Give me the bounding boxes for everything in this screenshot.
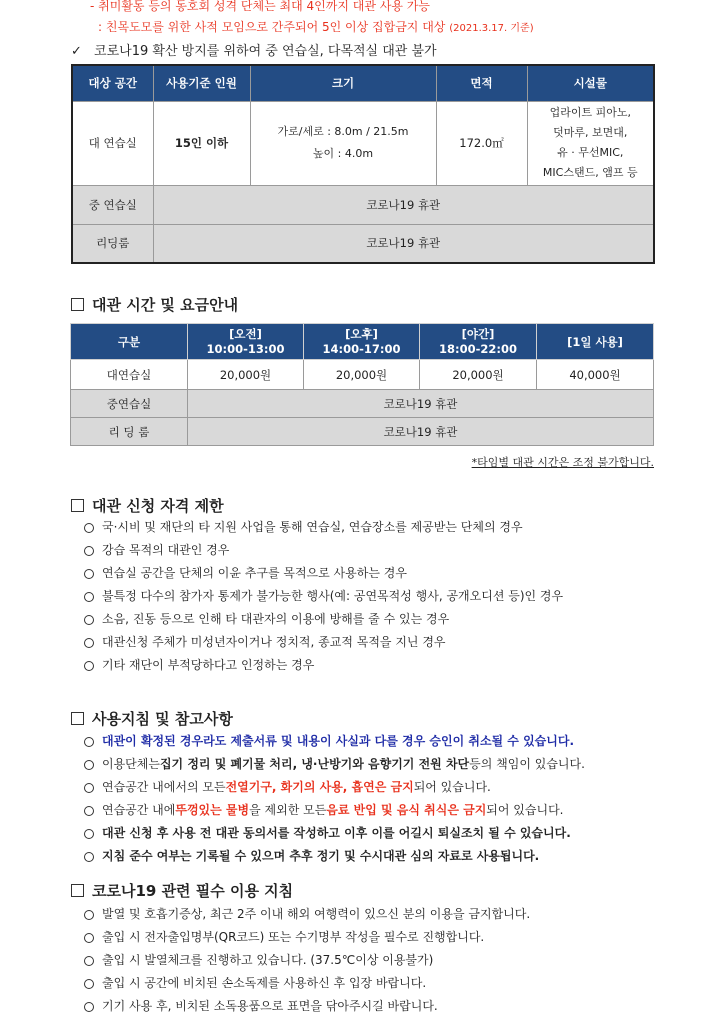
list-item-text: 대관신청 주체가 미성년자이거나 정치적, 종교적 목적을 지닌 경우 <box>102 635 446 649</box>
intro-check-line <box>71 40 437 59</box>
fee-header-night-top: [야간] <box>461 326 495 341</box>
space-main-facility <box>527 101 654 185</box>
space-table <box>71 64 655 264</box>
guideline-4-a: 연습공간 내에 <box>102 803 176 817</box>
checkbox-square-icon <box>71 499 84 512</box>
fee-reading-status: 코로나19 휴관 <box>188 418 654 446</box>
circle-bullet-icon <box>84 546 94 556</box>
space-header-facility: 시설물 <box>527 65 654 101</box>
list-item <box>84 539 563 562</box>
space-header-size: 크기 <box>250 65 436 101</box>
circle-bullet-icon <box>84 569 94 579</box>
guidelines-title-text: 사용지침 및 참고사항 <box>92 710 233 728</box>
list-item <box>84 562 563 585</box>
list-item-text: 불특정 다수의 참가자 통제가 불가능한 행사(예: 공연목적성 행사, 공개오디션 등)인 경우 <box>102 589 564 603</box>
list-item <box>84 903 530 926</box>
fee-header-morning <box>188 324 304 360</box>
circle-bullet-icon <box>84 979 94 989</box>
space-header-area: 면적 <box>436 65 527 101</box>
facility-line-2: 덧마루, 보면대, <box>553 126 628 139</box>
circle-bullet-icon <box>84 956 94 966</box>
intro-line-2-note: (2021.3.17. 기준) <box>449 23 534 34</box>
list-item <box>84 753 585 776</box>
guideline-4-e: 되어 있습니다. <box>486 803 564 817</box>
list-item-text: 기기 사용 후, 비치된 소독용품으로 표면을 닦아주시길 바랍니다. <box>102 999 438 1013</box>
fee-table <box>70 323 654 446</box>
circle-bullet-icon <box>84 638 94 648</box>
fee-header-category: 구분 <box>71 324 188 360</box>
fee-header-afternoon-bottom: 14:00-17:00 <box>322 341 401 356</box>
fee-reading-space: 리 딩 룸 <box>71 418 188 446</box>
list-item <box>84 926 530 949</box>
fee-main-night: 20,000원 <box>420 360 537 390</box>
space-header-space: 대상 공간 <box>72 65 153 101</box>
checkbox-square-icon <box>71 712 84 725</box>
fee-header-morning-top: [오전] <box>229 326 262 341</box>
intro-line-2 <box>98 19 534 37</box>
circle-bullet-icon <box>84 592 94 602</box>
guideline-4-c: 을 제외한 모든 <box>249 803 327 817</box>
list-item <box>84 845 585 868</box>
list-item-text: 강습 목적의 대관인 경우 <box>102 543 230 557</box>
checkbox-square-icon <box>71 298 84 311</box>
fee-main-morning: 20,000원 <box>188 360 304 390</box>
fee-mid-space: 중연습실 <box>71 390 188 418</box>
list-item <box>84 516 563 539</box>
list-item-text: 연습실 공간을 단체의 이윤 추구를 목적으로 사용하는 경우 <box>102 566 407 580</box>
list-item <box>84 799 585 822</box>
checkbox-square-icon <box>71 884 84 897</box>
list-item-text: 출입 시 공간에 비치된 손소독제를 사용하신 후 입장 바랍니다. <box>102 976 427 990</box>
fee-header-afternoon-top: [오후] <box>345 326 378 341</box>
space-main-size-line1: 가로/세로 : 8.0m / 21.5m <box>277 125 409 138</box>
space-reading-status: 코로나19 휴관 <box>153 224 654 263</box>
fee-header-afternoon <box>304 324 420 360</box>
fee-mid-status: 코로나19 휴관 <box>188 390 654 418</box>
list-item <box>84 585 563 608</box>
facility-line-4: MIC스탠드, 앰프 등 <box>542 166 638 179</box>
list-item <box>84 730 585 753</box>
circle-bullet-icon <box>84 615 94 625</box>
intro-line-2-main: : 친목도모를 위한 사적 모임으로 간주되어 5인 이상 집합금지 대상 <box>98 20 446 34</box>
guidelines-list <box>84 730 585 868</box>
guideline-3-c: 되어 있습니다. <box>413 780 491 794</box>
list-item <box>84 995 530 1018</box>
guideline-4-b: 뚜껑있는 물병 <box>175 803 250 817</box>
list-item <box>84 608 563 631</box>
list-item-text: 기타 재단이 부적당하다고 인정하는 경우 <box>102 658 315 672</box>
list-item-text: 대관이 확정된 경우라도 제출서류 및 내용이 사실과 다를 경우 승인이 취소될 수 있습니다. <box>102 734 575 748</box>
space-main-name: 대 연습실 <box>72 101 153 185</box>
fee-title-text: 대관 시간 및 요금안내 <box>92 296 239 314</box>
circle-bullet-icon <box>84 910 94 920</box>
list-item-text: 대관 신청 후 사용 전 대관 동의서를 작성하고 이후 이를 어길시 퇴실조치 될 수 있습니다. <box>102 826 571 840</box>
fee-header-night-bottom: 18:00-22:00 <box>439 341 517 356</box>
space-main-area: 172.0㎡ <box>436 101 527 185</box>
space-mid-name: 중 연습실 <box>72 185 153 224</box>
fee-section-title <box>71 294 238 315</box>
list-item <box>84 972 530 995</box>
circle-bullet-icon <box>84 806 94 816</box>
check-icon: ✓ <box>71 44 82 59</box>
fee-note: *타임별 대관 시간은 조정 불가합니다. <box>471 456 654 469</box>
guideline-3-b: 전열기구, 화기의 사용, 흡연은 금지 <box>225 780 414 794</box>
list-item-text: 발열 및 호흡기증상, 최근 2주 이내 해외 여행력이 있으신 분의 이용을 금지합니다. <box>102 907 531 921</box>
space-main-size <box>250 101 436 185</box>
list-item-text: 국·시비 및 재단의 타 지원 사업을 통해 연습실, 연습장소를 제공받는 단체의 경우 <box>102 520 523 534</box>
space-header-capacity: 사용기준 인원 <box>153 65 250 101</box>
list-item <box>84 776 585 799</box>
circle-bullet-icon <box>84 1002 94 1012</box>
fee-header-morning-bottom: 10:00-13:00 <box>206 341 285 356</box>
list-item <box>84 654 563 677</box>
guideline-4-d: 음료 반입 및 음식 취식은 금지 <box>326 803 487 817</box>
list-item-text: 소음, 진동 등으로 인해 타 대관자의 이용에 방해를 줄 수 있는 경우 <box>102 612 450 626</box>
covid-title-text: 코로나19 관련 필수 이용 지침 <box>92 882 294 900</box>
space-mid-status: 코로나19 휴관 <box>153 185 654 224</box>
circle-bullet-icon <box>84 760 94 770</box>
restrictions-list <box>84 516 563 677</box>
circle-bullet-icon <box>84 661 94 671</box>
circle-bullet-icon <box>84 852 94 862</box>
fee-header-night <box>420 324 537 360</box>
list-item-text: 지침 준수 여부는 기록될 수 있으며 추후 정기 및 수시대관 심의 자료로 사용됩니다. <box>102 849 540 863</box>
fee-main-space: 대연습실 <box>71 360 188 390</box>
circle-bullet-icon <box>84 523 94 533</box>
guideline-3-a: 연습공간 내에서의 모든 <box>102 780 226 794</box>
guideline-2-b: 집기 정리 및 폐기물 처리, 냉·난방기와 음향기기 전원 차단 <box>159 757 470 771</box>
list-item <box>84 631 563 654</box>
intro-check-text: 코로나19 확산 방지를 위하여 중 연습실, 다목적실 대관 불가 <box>94 44 437 59</box>
fee-header-day: [1일 사용] <box>537 324 654 360</box>
facility-line-3: 유 · 무선MIC, <box>557 146 624 159</box>
circle-bullet-icon <box>84 933 94 943</box>
list-item <box>84 822 585 845</box>
space-main-capacity: 15인 이하 <box>153 101 250 185</box>
space-main-size-line2: 높이 : 4.0m <box>312 147 374 160</box>
facility-line-1: 업라이트 피아노, <box>549 106 631 119</box>
space-reading-name: 리딩룸 <box>72 224 153 263</box>
circle-bullet-icon <box>84 783 94 793</box>
list-item-text: 출입 시 발열체크를 진행하고 있습니다. (37.5℃이상 이용불가) <box>102 953 434 967</box>
covid-title <box>71 880 293 901</box>
fee-main-day: 40,000원 <box>537 360 654 390</box>
intro-line-1: - 취미활동 등의 동호회 성격 단체는 최대 4인까지 대관 사용 가능 <box>90 0 430 13</box>
guideline-2-c: 등의 책임이 있습니다. <box>469 757 585 771</box>
circle-bullet-icon <box>84 737 94 747</box>
list-item <box>84 949 530 972</box>
list-item-text: 출입 시 전자출입명부(QR코드) 또는 수기명부 작성을 필수로 진행합니다. <box>102 930 485 944</box>
guideline-2-a: 이용단체는 <box>102 757 160 771</box>
guidelines-title <box>71 708 233 729</box>
restrictions-title-text: 대관 신청 자격 제한 <box>92 497 224 515</box>
covid-list <box>84 903 530 1018</box>
restrictions-title <box>71 495 224 516</box>
fee-main-afternoon: 20,000원 <box>304 360 420 390</box>
circle-bullet-icon <box>84 829 94 839</box>
